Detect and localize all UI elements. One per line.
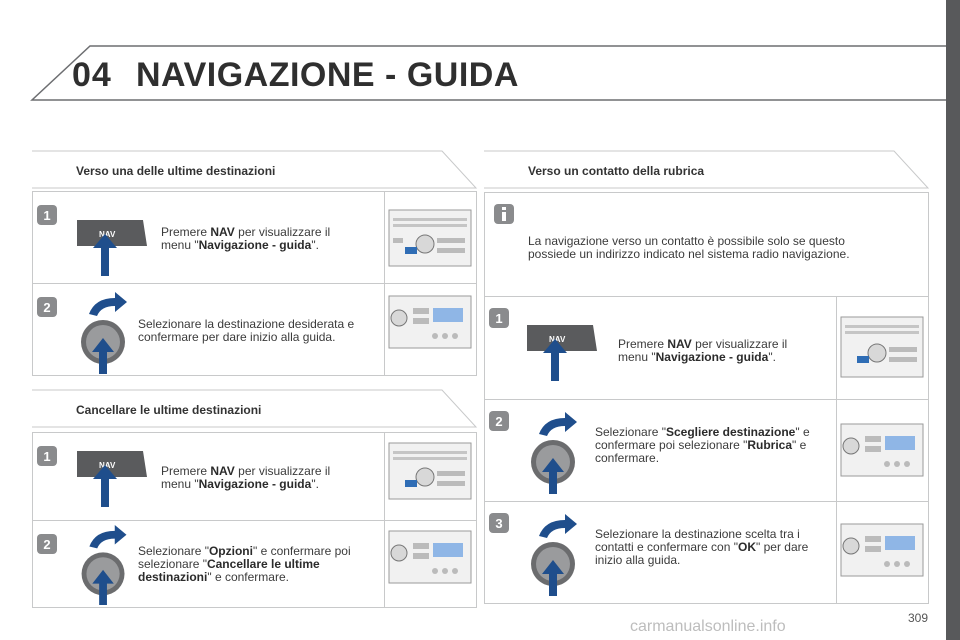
svg-text:1: 1 xyxy=(43,208,51,223)
dial-rotate-press-icon xyxy=(75,292,135,376)
step-row xyxy=(33,284,476,376)
svg-text:2: 2 xyxy=(43,537,51,552)
step-row xyxy=(33,192,476,284)
watermark-text: carmanualsonline.info xyxy=(630,618,786,635)
svg-text:NAV: NAV xyxy=(99,230,116,239)
step-row xyxy=(485,502,928,603)
svg-text:1: 1 xyxy=(495,311,503,326)
info-row xyxy=(485,193,928,297)
step-number-badge xyxy=(36,445,58,467)
chapter-number: 04 xyxy=(72,56,112,94)
section-header-last-destinations xyxy=(30,150,478,190)
page-title: NAVIGAZIONE - GUIDA xyxy=(136,56,519,94)
step-row xyxy=(485,400,928,502)
svg-text:NAV: NAV xyxy=(99,461,116,470)
step-text: Premere NAV per visualizzare il menu "Navigazione - guida". xyxy=(161,464,331,491)
step-number-badge xyxy=(488,512,510,534)
step-number-badge xyxy=(36,533,58,555)
step-text: Selezionare la destinazione scelta tra i contatti e confermare con "OK" per dare inizio alla guida. xyxy=(595,527,809,567)
section-header-contact xyxy=(482,150,930,190)
steps-box-delete-destinations xyxy=(32,432,477,608)
svg-text:NAV: NAV xyxy=(549,335,566,344)
section-title: Verso una delle ultime destinazioni xyxy=(76,164,276,178)
svg-text:3: 3 xyxy=(495,516,503,531)
radio-unit-illustration xyxy=(384,284,476,376)
nav-key-press-icon xyxy=(75,216,149,278)
svg-text:1: 1 xyxy=(43,449,51,464)
step-row xyxy=(485,297,928,400)
section-title: Cancellare le ultime destinazioni xyxy=(76,403,262,417)
radio-unit-illustration xyxy=(836,502,928,603)
step-number-badge xyxy=(488,307,510,329)
info-text: La navigazione verso un contatto è possibile solo se questo possiede un indirizzo indicato nel sistema radio navigazione. xyxy=(528,234,850,261)
dial-rotate-press-icon xyxy=(525,412,585,496)
step-row xyxy=(33,521,476,608)
page-number: 309 xyxy=(908,611,929,625)
steps-box-contact xyxy=(484,192,929,604)
steps-box-last-destinations xyxy=(32,191,477,376)
side-tab-bar xyxy=(946,0,960,640)
section-header-delete-destinations xyxy=(30,389,478,429)
radio-unit-illustration xyxy=(384,192,476,284)
step-row xyxy=(33,433,476,521)
step-text: Premere NAV per visualizzare il menu "Navigazione - guida". xyxy=(161,225,331,252)
radio-unit-illustration xyxy=(836,297,928,400)
info-icon xyxy=(493,203,515,225)
radio-unit-illustration xyxy=(384,433,476,521)
nav-key-press-icon xyxy=(525,321,599,383)
radio-unit-illustration xyxy=(836,400,928,502)
step-number-badge xyxy=(36,296,58,318)
nav-key-press-icon xyxy=(75,447,149,509)
section-title: Verso un contatto della rubrica xyxy=(528,164,705,178)
svg-text:2: 2 xyxy=(495,414,503,429)
step-number-badge xyxy=(488,410,510,432)
step-text: Selezionare la destinazione desiderata e confermare per dare inizio alla guida. xyxy=(138,317,355,344)
step-text: Selezionare "Scegliere destinazione" e confermare poi selezionare "Rubrica" e confermare. xyxy=(595,425,810,465)
step-text: Premere NAV per visualizzare il menu "Navigazione - guida". xyxy=(618,337,788,364)
svg-text:2: 2 xyxy=(43,300,51,315)
dial-rotate-press-icon xyxy=(75,525,135,607)
radio-unit-illustration xyxy=(384,521,476,608)
dial-rotate-press-icon xyxy=(525,514,585,598)
step-number-badge xyxy=(36,204,58,226)
step-text: Selezionare "Opzioni" e confermare poi selezionare "Cancellare le ultime destinazioni" e confermare. xyxy=(138,544,351,584)
